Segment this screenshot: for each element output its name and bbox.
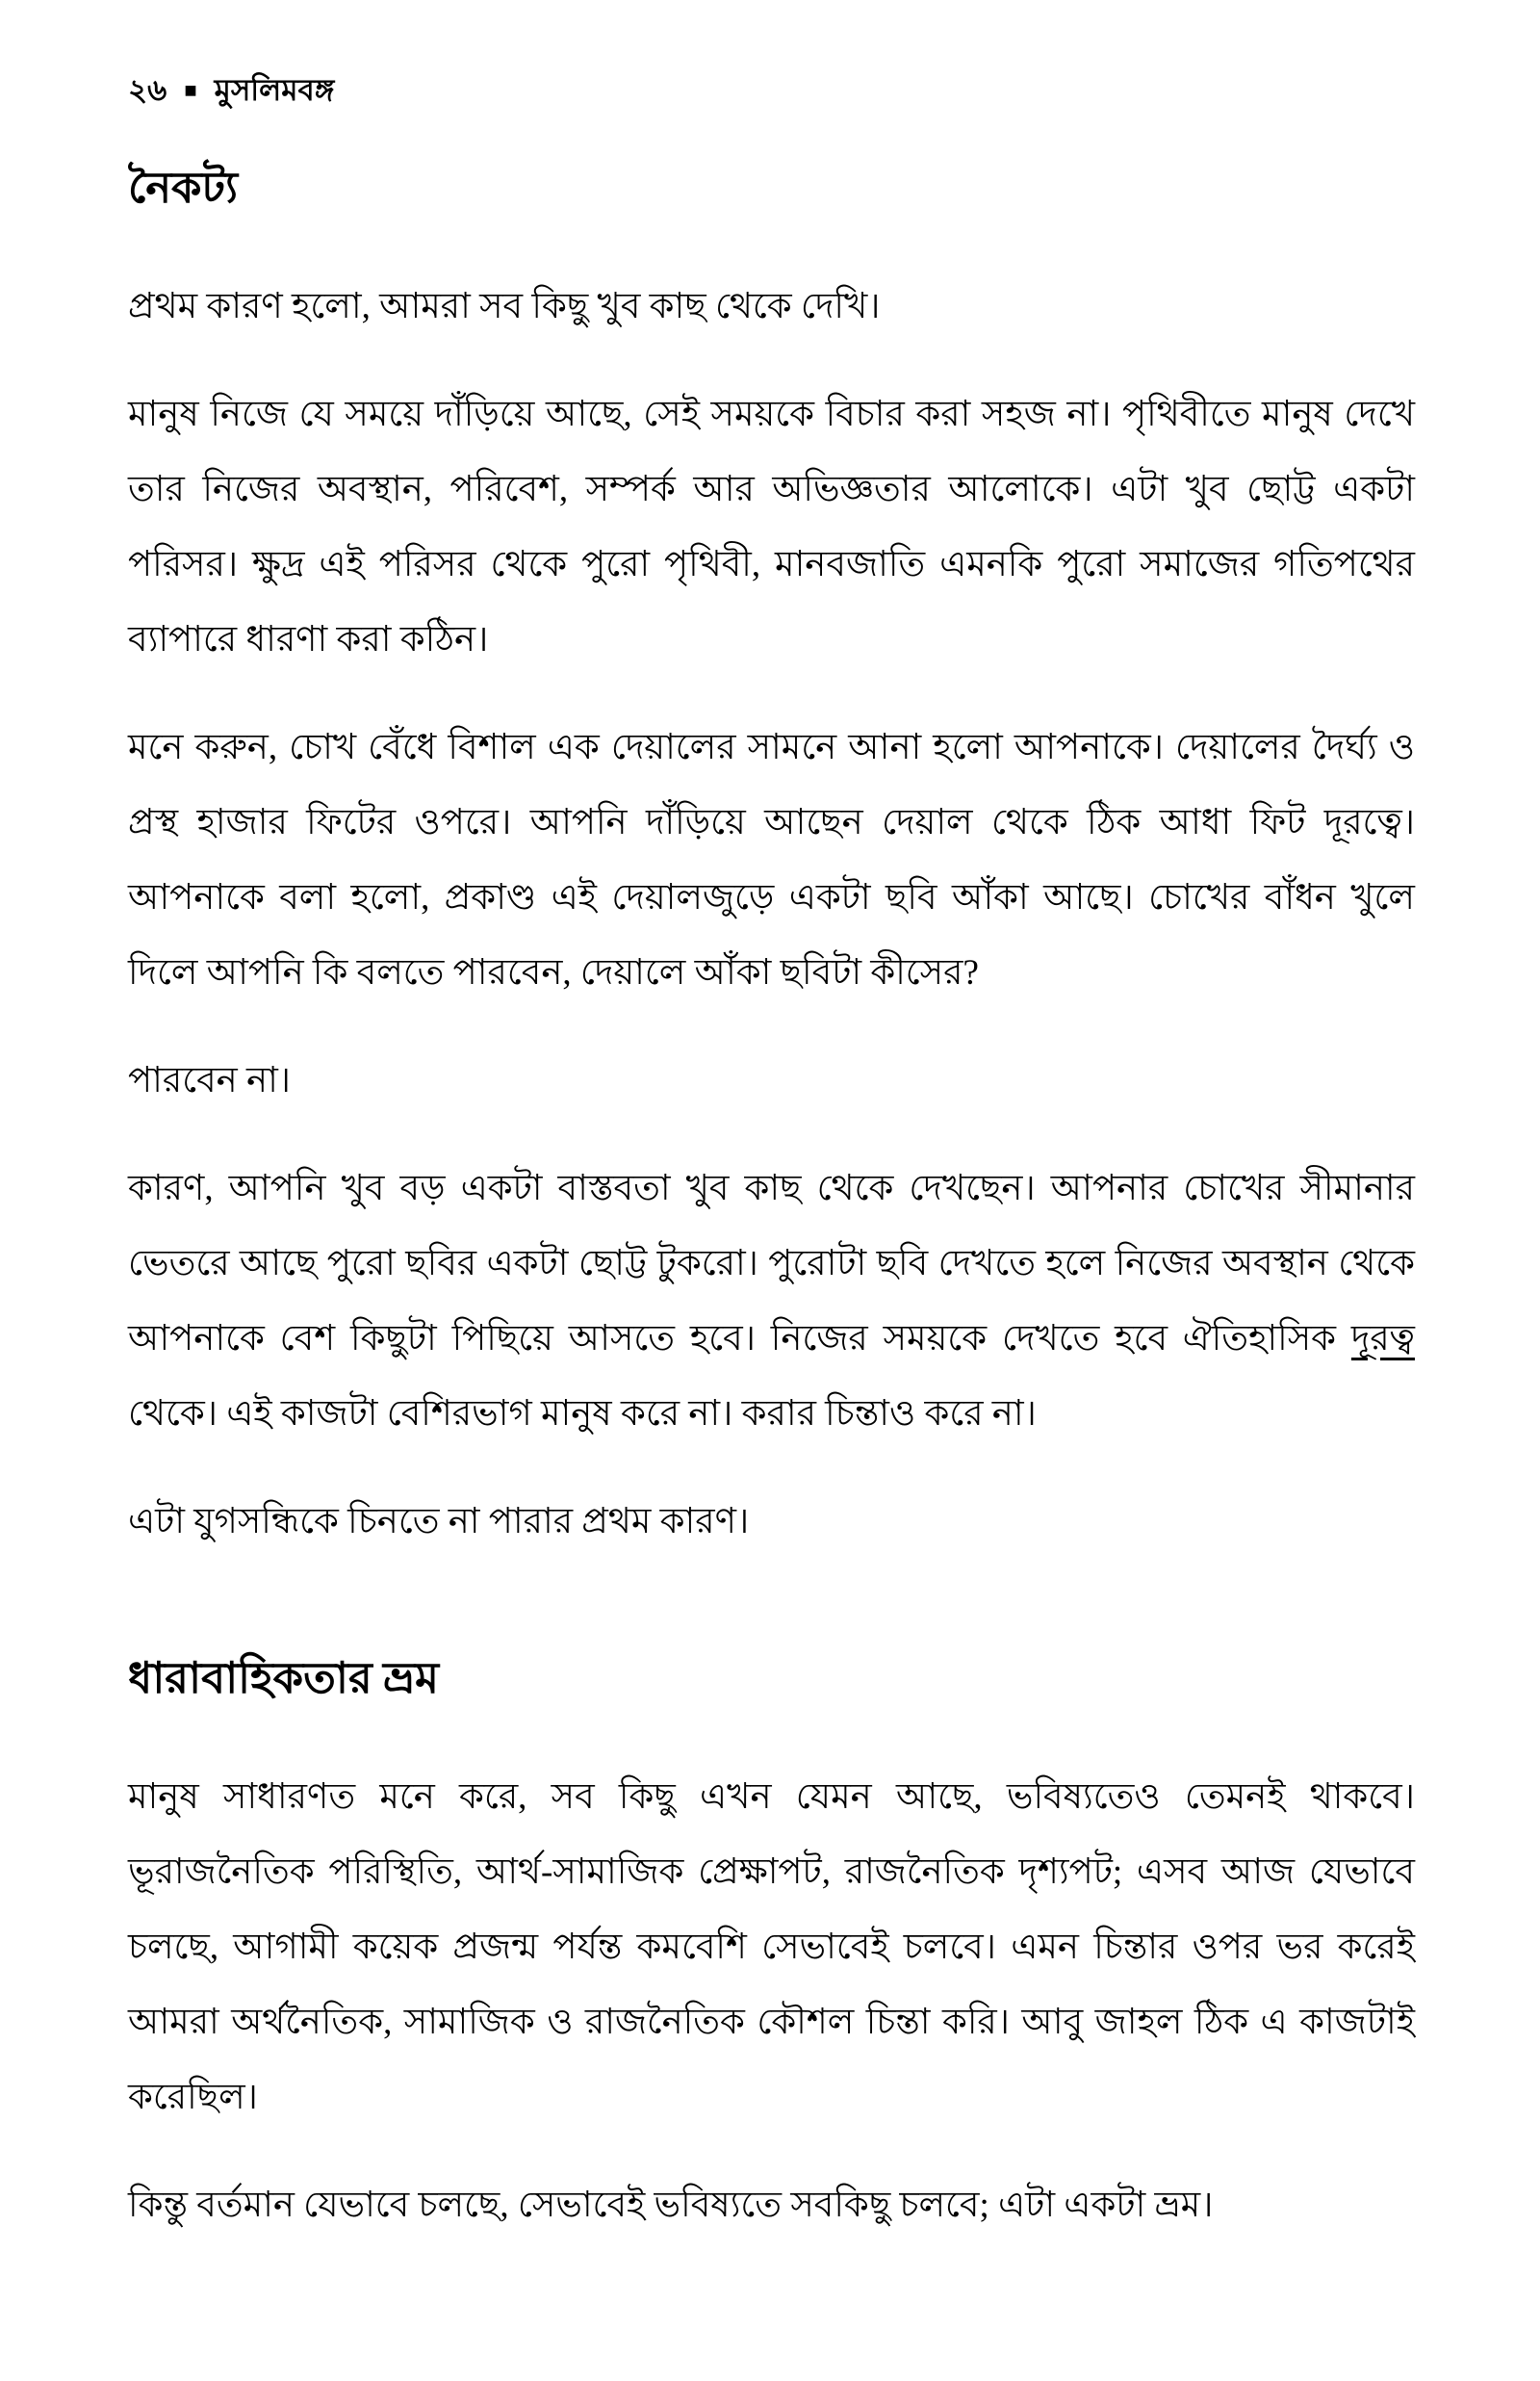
underlined-word: দূরত্ব (1350, 1319, 1415, 1359)
paragraph: মনে করুন, চোখ বেঁধে বিশাল এক দেয়ালের সামনে আনা হলো আপনাকে। দেয়ালের দৈর্ঘ্য ও প্রস্থ হাজার ফিটের ওপরে। আপনি দাঁড়িয়ে আছেন দেয়াল থেকে ঠিক আধা ফিট দূরত্বে। আপনাকে বলা হলো, প্রকাণ্ড এই দেয়ালজুড়ে একটা ছবি আঁকা আছে। চোখের বাঁধন খুলে দিলে আপনি কি বলতে পারবেন, দেয়ালে আঁকা ছবিটা কীসের? (128, 728, 1415, 993)
square-bullet-icon: ■ (184, 78, 197, 102)
paragraph: মানুষ সাধারণত মনে করে, সব কিছু এখন যেমন আছে, ভবিষ্যতেও তেমনই থাকবে। ভূরাজনৈতিক পরিস্থিতি, আর্থ-সামাজিক প্রেক্ষাপট, রাজনৈতিক দৃশ্যপট; এসব আজ যেভাবে চলছে, আগামী কয়েক প্রজন্ম পর্যন্ত কমবেশি সেভাবেই চলবে। এমন চিন্তার ওপর ভর করেই আমরা অর্থনৈতিক, সামাজিক ও রাজনৈতিক কৌশল চিন্তা করি। আবু জাহল ঠিক এ কাজটাই করেছিল। (128, 1777, 1415, 2117)
paragraph: প্রথম কারণ হলো, আমরা সব কিছু খুব কাছ থেকে দেখি। (128, 287, 881, 326)
running-header (128, 67, 1415, 117)
section-heading-dharabahikotar-bhrom: ধারাবাহিকতার ভ্রম (128, 1654, 440, 1702)
paragraph-text: কারণ, আপনি খুব বড় একটা বাস্তবতা খুব কাছ থেকে দেখছেন। আপনার চোখের সীমানার ভেতরে আছে পুরো ছবির একটা ছোট্ট টুকরো। পুরোটা ছবি দেখতে হলে নিজের অবস্থান থেকে আপনাকে বেশ কিছুটা পিছিয়ে আসতে হবে। নিজের সময়কে দেখতে হবে ঐতিহাসিক (128, 1169, 1415, 1359)
paragraph-text: থেকে। এই কাজটা বেশিরভাগ মানুষ করে না। করার চিন্তাও করে না। (128, 1394, 1037, 1434)
section-heading-noikotto: নৈকট্য (128, 164, 239, 212)
paragraph: কিন্তু বর্তমান যেভাবে চলছে, সেভাবেই ভবিষ্যতে সবকিছু চলবে; এটা একটা ভ্রম। (128, 2186, 1214, 2225)
paragraph: এটা যুগসন্ধিকে চিনতে না পারার প্রথম কারণ। (128, 1502, 750, 1541)
book-title: মুসলিমবঙ্গ (214, 73, 335, 107)
paragraph: মানুষ নিজে যে সময়ে দাঁড়িয়ে আছে, সেই সময়কে বিচার করা সহজ না। পৃথিবীতে মানুষ দেখে তার নিজের অবস্থান, পরিবেশ, সম্পর্ক আর অভিজ্ঞতার আলোকে। এটা খুব ছোট্ট একটা পরিসর। ক্ষুদ্র এই পরিসর থেকে পুরো পৃথিবী, মানবজাতি এমনকি পুরো সমাজের গতিপথের ব্যাপারে ধারণা করা কঠিন। (128, 395, 1415, 660)
paragraph (128, 1152, 1415, 1452)
paragraph: পারবেন না। (128, 1061, 292, 1100)
page-number: ২৬ (128, 73, 167, 107)
